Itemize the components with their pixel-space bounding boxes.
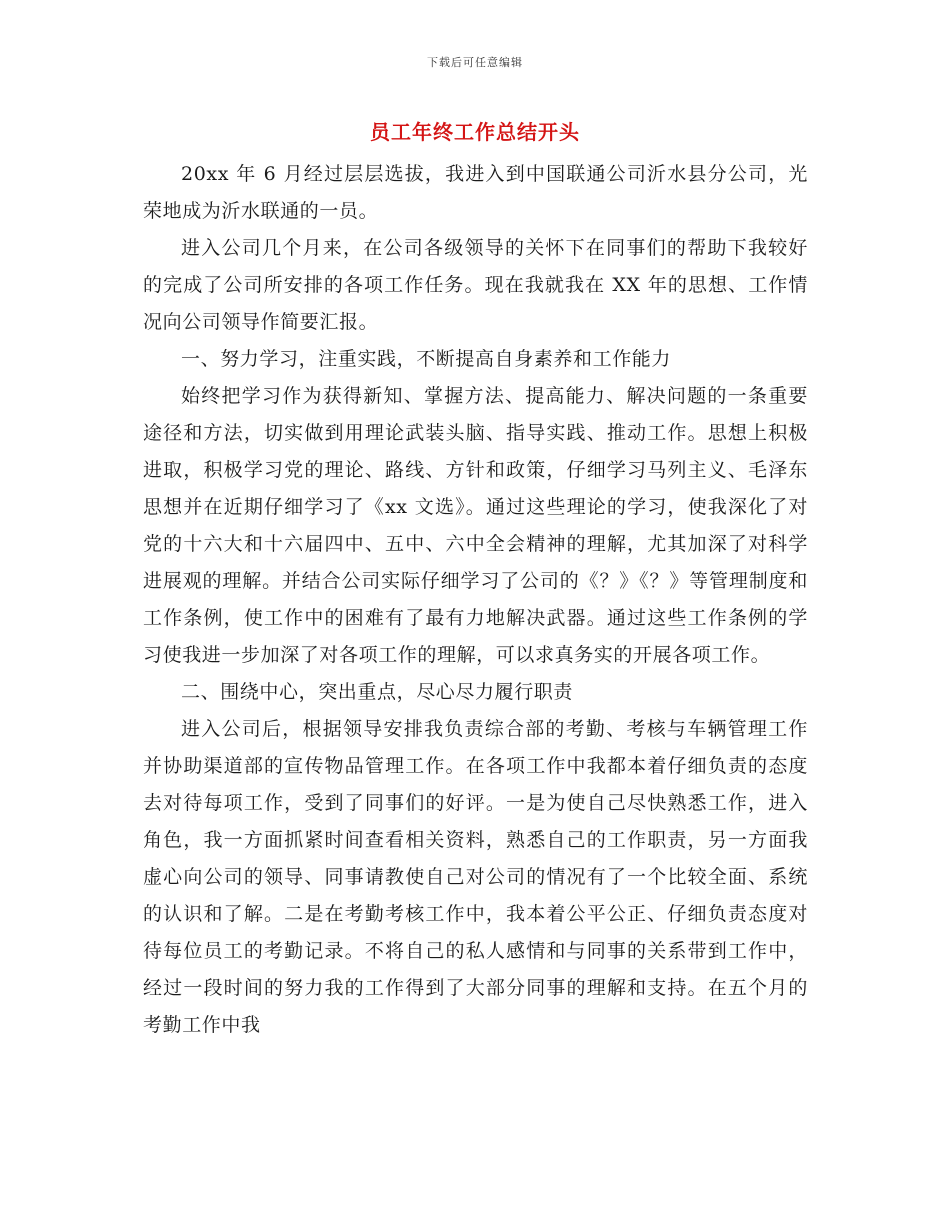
header-note: 下载后可任意编辑	[427, 56, 523, 69]
section-heading-2: 二、围绕中心，突出重点，尽心尽力履行职责	[181, 681, 574, 703]
paragraph-intro: 20xx 年 6 月经过层层选拔，我进入到中国联通公司沂水县分公司，光荣地成为沂水联通的一员。	[143, 163, 808, 222]
paragraph-report-summary: 进入公司几个月来，在公司各级领导的关怀下在同事们的帮助下我较好的完成了公司所安排的各项工作任务。现在我就我在 XX 年的思想、工作情况向公司领导作简要汇报。	[143, 237, 808, 333]
document-body	[143, 156, 808, 1044]
document-title: 员工年终工作总结开头	[370, 120, 580, 144]
paragraph-duties: 进入公司后，根据领导安排我负责综合部的考勤、考核与车辆管理工作并协助渠道部的宣传物品管理工作。在各项工作中我都本着仔细负责的态度去对待每项工作，受到了同事们的好评。一是为使自己尽快熟悉工作，进入角色，我一方面抓紧时间查看相关资料，熟悉自己的工作职责，另一方面我虚心向公司的领导、同事请教使自己对公司的情况有了一个比较全面、系统的认识和了解。二是在考勤考核工作中，我本着公平公正、仔细负责态度对待每位员工的考勤记录。不将自己的私人感情和与同事的关系带到工作中，经过一段时间的努力我的工作得到了大部分同事的理解和支持。在五个月的考勤工作中我	[143, 718, 808, 1036]
paragraph-study: 始终把学习作为获得新知、掌握方法、提高能力、解决问题的一条重要途径和方法，切实做到用理论武装头脑、指导实践、推动工作。思想上积极进取，积极学习党的理论、路线、方针和政策，仔细学习马列主义、毛泽东思想并在近期仔细学习了《xx 文选》。通过这些理论的学习，使我深化了对党的十六大和十六届四中、五中、六中全会精神的理解，尤其加深了对科学进展观的理解。并结合公司实际仔细学习了公司的《？》《？》等管理制度和工作条例，使工作中的困难有了最有力地解决武器。通过这些工作条例的学习使我进一步加深了对各项工作的理解，可以求真务实的开展各项工作。	[143, 385, 808, 666]
section-heading-1: 一、努力学习，注重实践，不断提高自身素养和工作能力	[181, 348, 672, 370]
